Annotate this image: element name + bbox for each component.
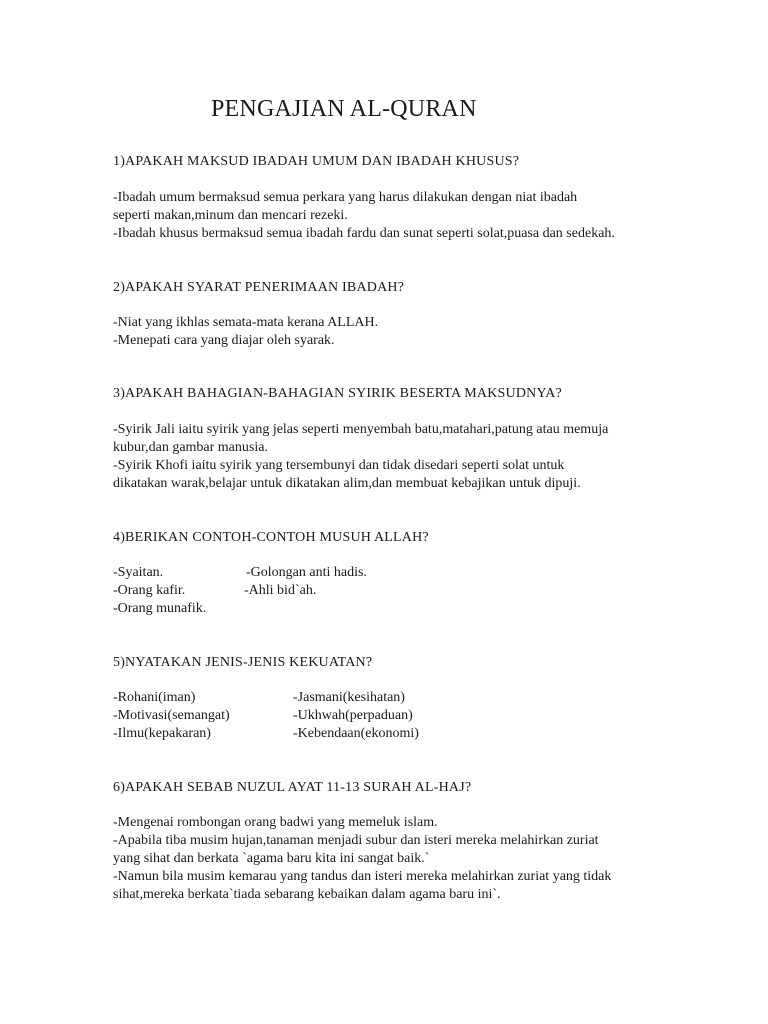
answer-6-line-5: sihat,mereka berkata`tiada sebarang kebaikan dalam agama baru ini`. — [113, 887, 501, 902]
answer-5-row-2-col-2: -Ukhwah(perpaduan) — [293, 708, 413, 723]
answer-4-row-1-col-1: -Syaitan. — [113, 565, 164, 580]
question-4: 4)BERIKAN CONTOH-CONTOH MUSUH ALLAH? — [113, 530, 429, 545]
answer-6-line-2: -Apabila tiba musim hujan,tanaman menjadi subur dan isteri mereka melahirkan zuriat — [113, 833, 599, 848]
answer-3-line-3: -Syirik Khofi iaitu syirik yang tersembunyi dan tidak disedari seperti solat untuk — [113, 458, 565, 473]
answer-4-row-2-col-1: -Orang kafir. — [113, 583, 186, 598]
question-2: 2)APAKAH SYARAT PENERIMAAN IBADAH? — [113, 280, 405, 295]
answer-4-row-2-col-2: -Ahli bid`ah. — [244, 583, 317, 598]
answer-5-row-1-col-2: -Jasmani(kesihatan) — [293, 690, 405, 705]
answer-6-line-4: -Namun bila musim kemarau yang tandus dan isteri mereka melahirkan zuriat yang tidak — [113, 869, 612, 884]
answer-5-row-2-col-1: -Motivasi(semangat) — [113, 708, 230, 723]
question-1: 1)APAKAH MAKSUD IBADAH UMUM DAN IBADAH KHUSUS? — [113, 154, 520, 169]
answer-5-row-3-col-1: -Ilmu(kepakaran) — [113, 726, 211, 741]
answer-6-line-3: yang sihat dan berkata `agama baru kita ini sangat baik.` — [113, 851, 430, 866]
answer-4-row-1-col-2: -Golongan anti hadis. — [246, 565, 367, 580]
page-title: PENGAJIAN AL-QURAN — [211, 96, 477, 122]
answer-3-line-2: kubur,dan gambar manusia. — [113, 440, 268, 455]
answer-5-row-1-col-1: -Rohani(iman) — [113, 690, 196, 705]
answer-5-row-3-col-2: -Kebendaan(ekonomi) — [293, 726, 419, 741]
answer-2-line-1: -Niat yang ikhlas semata-mata kerana ALLAH. — [113, 315, 379, 330]
answer-2-line-2: -Menepati cara yang diajar oleh syarak. — [113, 333, 335, 348]
answer-6-line-1: -Mengenai rombongan orang badwi yang memeluk islam. — [113, 815, 438, 830]
answer-1-line-3: -Ibadah khusus bermaksud semua ibadah fardu dan sunat seperti solat,puasa dan sedekah. — [113, 226, 615, 241]
answer-4-row-3-col-1: -Orang munafik. — [113, 601, 207, 616]
question-5: 5)NYATAKAN JENIS-JENIS KEKUATAN? — [113, 655, 373, 670]
answer-3-line-4: dikatakan warak,belajar untuk dikatakan alim,dan membuat kebajikan untuk dipuji. — [113, 476, 581, 491]
question-3: 3)APAKAH BAHAGIAN-BAHAGIAN SYIRIK BESERTA MAKSUDNYA? — [113, 386, 562, 401]
question-6: 6)APAKAH SEBAB NUZUL AYAT 11-13 SURAH AL-HAJ? — [113, 780, 472, 795]
answer-1-line-1: -Ibadah umum bermaksud semua perkara yang harus dilakukan dengan niat ibadah — [113, 190, 578, 205]
answer-1-line-2: seperti makan,minum dan mencari rezeki. — [113, 208, 348, 223]
answer-3-line-1: -Syirik Jali iaitu syirik yang jelas seperti menyembah batu,matahari,patung atau memuja — [113, 422, 609, 437]
